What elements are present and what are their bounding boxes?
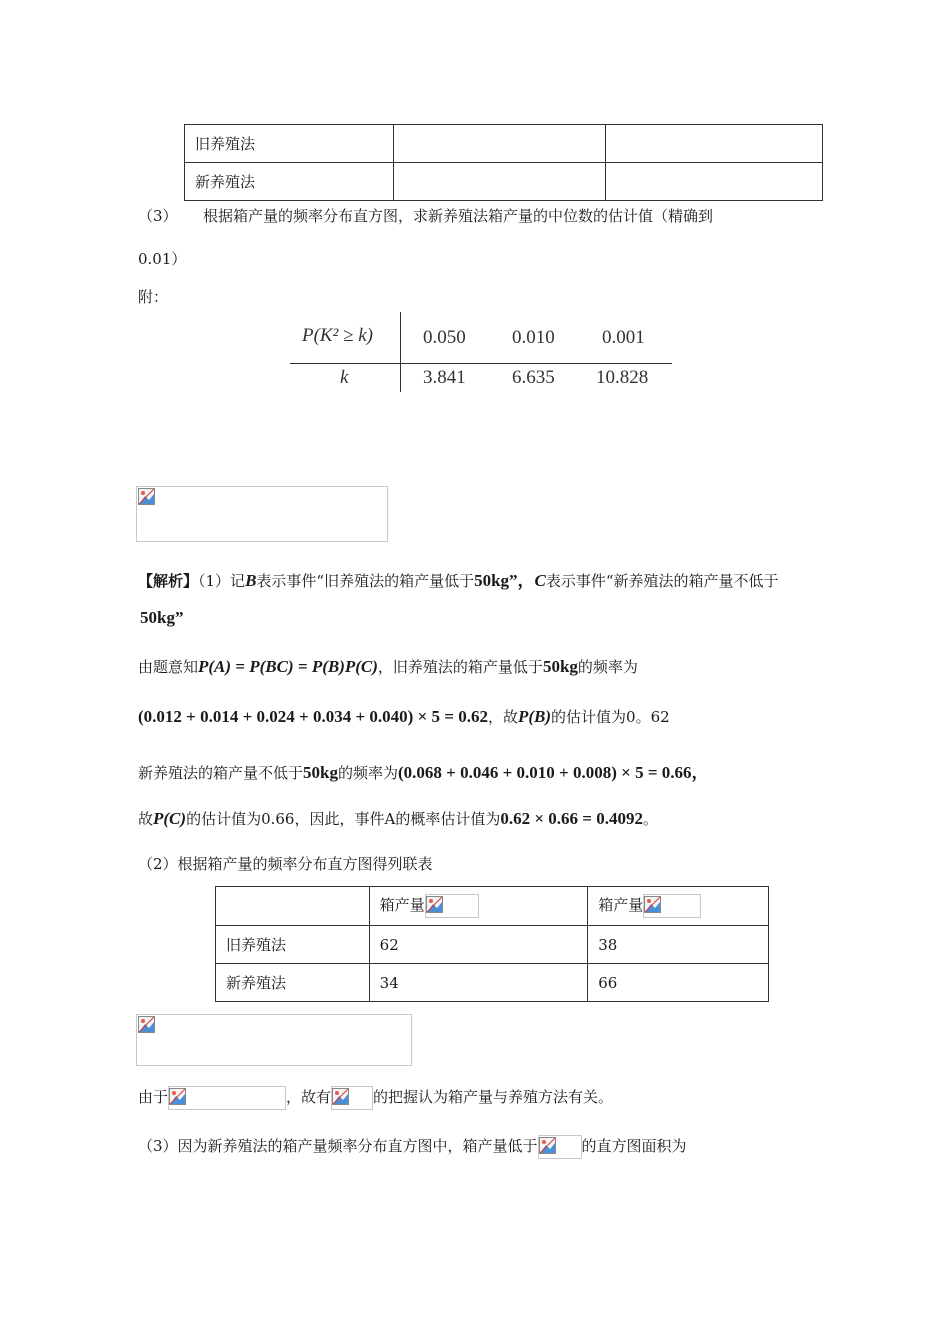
broken-image-icon xyxy=(138,1016,155,1033)
contingency-header-cell xyxy=(588,887,769,926)
p-value: 0.001 xyxy=(602,327,645,348)
p-value: 0.010 xyxy=(512,327,555,348)
critical-value-table xyxy=(290,312,672,392)
event-c: C xyxy=(534,571,546,590)
k-row-label: k xyxy=(340,367,349,388)
header-label: 箱产量 xyxy=(598,896,644,914)
solution-text: 表示事件“旧养殖法的箱产量低于 xyxy=(256,572,475,590)
solution-text: ”， xyxy=(509,571,535,590)
broken-image-placeholder xyxy=(168,1086,286,1110)
solution-tag: 【解析】 xyxy=(138,572,199,590)
broken-image-icon xyxy=(539,1137,556,1154)
broken-image-placeholder xyxy=(425,894,479,918)
top-table-row-label: 旧养殖法 xyxy=(185,125,394,163)
broken-image-icon xyxy=(332,1088,349,1105)
contingency-cell: 38 xyxy=(588,926,769,964)
contingency-row-label: 新养殖法 xyxy=(216,964,370,1002)
solution-line-5 xyxy=(138,808,658,829)
top-table-row-label: 新养殖法 xyxy=(185,163,394,201)
contingency-cell: 66 xyxy=(588,964,769,1002)
solution-text: 。 xyxy=(642,810,658,828)
top-table-cell xyxy=(393,163,606,201)
estimate-value: 0。62 xyxy=(626,708,670,726)
contingency-cell: 62 xyxy=(369,926,588,964)
product-formula: 0.62 × 0.66 = 0.4092 xyxy=(500,809,643,828)
solution-text: 的把握认为箱产量与养殖方法有关。 xyxy=(373,1088,614,1106)
solution-text: 表示事件“新养殖法的箱产量不低于 xyxy=(545,572,779,590)
weight-threshold: 50kg xyxy=(542,657,578,676)
probability-c: P(C) xyxy=(153,809,187,828)
solution-line-2 xyxy=(138,656,638,677)
broken-image-icon xyxy=(169,1088,186,1105)
solution-text: ，因此，事件 xyxy=(294,810,385,828)
solution-text: 由题意知 xyxy=(138,658,199,676)
top-table xyxy=(184,124,823,201)
broken-image-icon xyxy=(644,896,661,913)
weight-threshold: 50kg xyxy=(303,763,338,782)
solution-text: 的直方图面积为 xyxy=(581,1137,687,1155)
part-2-heading: （2）根据箱产量的频率分布直方图得列联表 xyxy=(138,855,433,873)
solution-line-1 xyxy=(138,566,779,591)
broken-image-placeholder xyxy=(331,1086,373,1110)
event-b: B xyxy=(245,571,257,590)
broken-image-icon xyxy=(138,488,155,505)
p-value: 0.050 xyxy=(423,327,466,348)
k-value: 3.841 xyxy=(423,367,466,388)
solution-text: ，故有 xyxy=(286,1088,332,1106)
contingency-header-cell xyxy=(216,887,370,926)
broken-image-icon xyxy=(426,896,443,913)
contingency-cell: 34 xyxy=(369,964,588,1002)
since-line xyxy=(138,1086,613,1110)
solution-text: 由于 xyxy=(138,1088,169,1106)
contingency-header-cell xyxy=(369,887,588,926)
probability-formula: P(A) = P(BC) = P(B)P(C) xyxy=(198,657,378,676)
contingency-table xyxy=(215,886,769,1002)
broken-image-placeholder xyxy=(136,1014,412,1066)
solution-text: 的估计值为 xyxy=(186,810,262,828)
contingency-row-label: 旧养殖法 xyxy=(216,926,370,964)
question-3-text-cont: 0.01） xyxy=(138,250,187,268)
top-table-cell xyxy=(606,125,823,163)
frequency-formula: (0.012 + 0.014 + 0.024 + 0.034 + 0.040) × 5 = 0.62 xyxy=(138,707,488,726)
solution-line-1-cont: 50kg” xyxy=(140,608,184,627)
probability-b: P(B) xyxy=(517,707,552,726)
frequency-formula: (0.068 + 0.046 + 0.010 + 0.008) × 5 = 0.66 xyxy=(398,763,692,782)
part-3-line xyxy=(138,1135,687,1159)
broken-image-placeholder xyxy=(538,1135,582,1159)
solution-text: （3）因为新养殖法的箱产量频率分布直方图中，箱产量低于 xyxy=(138,1137,538,1155)
solution-text: ，旧养殖法的箱产量低于 xyxy=(377,658,543,676)
table-horizontal-rule xyxy=(290,363,672,364)
question-3-text: 根据箱产量的频率分布直方图，求新养殖法箱产量的中位数的估计值（精确到 xyxy=(203,207,714,225)
top-table-cell xyxy=(393,125,606,163)
top-table-cell xyxy=(606,163,823,201)
solution-line-3 xyxy=(138,706,670,727)
solution-text: ，故 xyxy=(487,708,518,726)
k-value: 6.635 xyxy=(512,367,555,388)
table-vertical-rule xyxy=(400,312,401,392)
solution-text: 新养殖法的箱产量不低于 xyxy=(138,764,304,782)
weight-threshold: 50kg xyxy=(474,571,510,590)
solution-text: 故 xyxy=(138,810,154,828)
broken-image-placeholder xyxy=(136,486,388,542)
probability-header: P(K² ≥ k) xyxy=(302,325,373,346)
solution-line-4 xyxy=(138,758,709,783)
event-a: A xyxy=(384,810,396,828)
k-value: 10.828 xyxy=(596,367,649,388)
solution-text: （1）记 xyxy=(198,572,246,590)
solution-text: 的估计值为 xyxy=(551,708,627,726)
header-label: 箱产量 xyxy=(379,896,425,914)
broken-image-placeholder xyxy=(643,894,701,918)
solution-text: ， xyxy=(691,763,709,782)
solution-text: 的频率为 xyxy=(577,658,638,676)
solution-text: 的概率估计值为 xyxy=(395,810,501,828)
appendix-label: 附： xyxy=(138,288,169,306)
question-3-number: （3） xyxy=(138,207,178,225)
solution-text: 的频率为 xyxy=(337,764,398,782)
estimate-value: 0.66 xyxy=(261,810,295,828)
